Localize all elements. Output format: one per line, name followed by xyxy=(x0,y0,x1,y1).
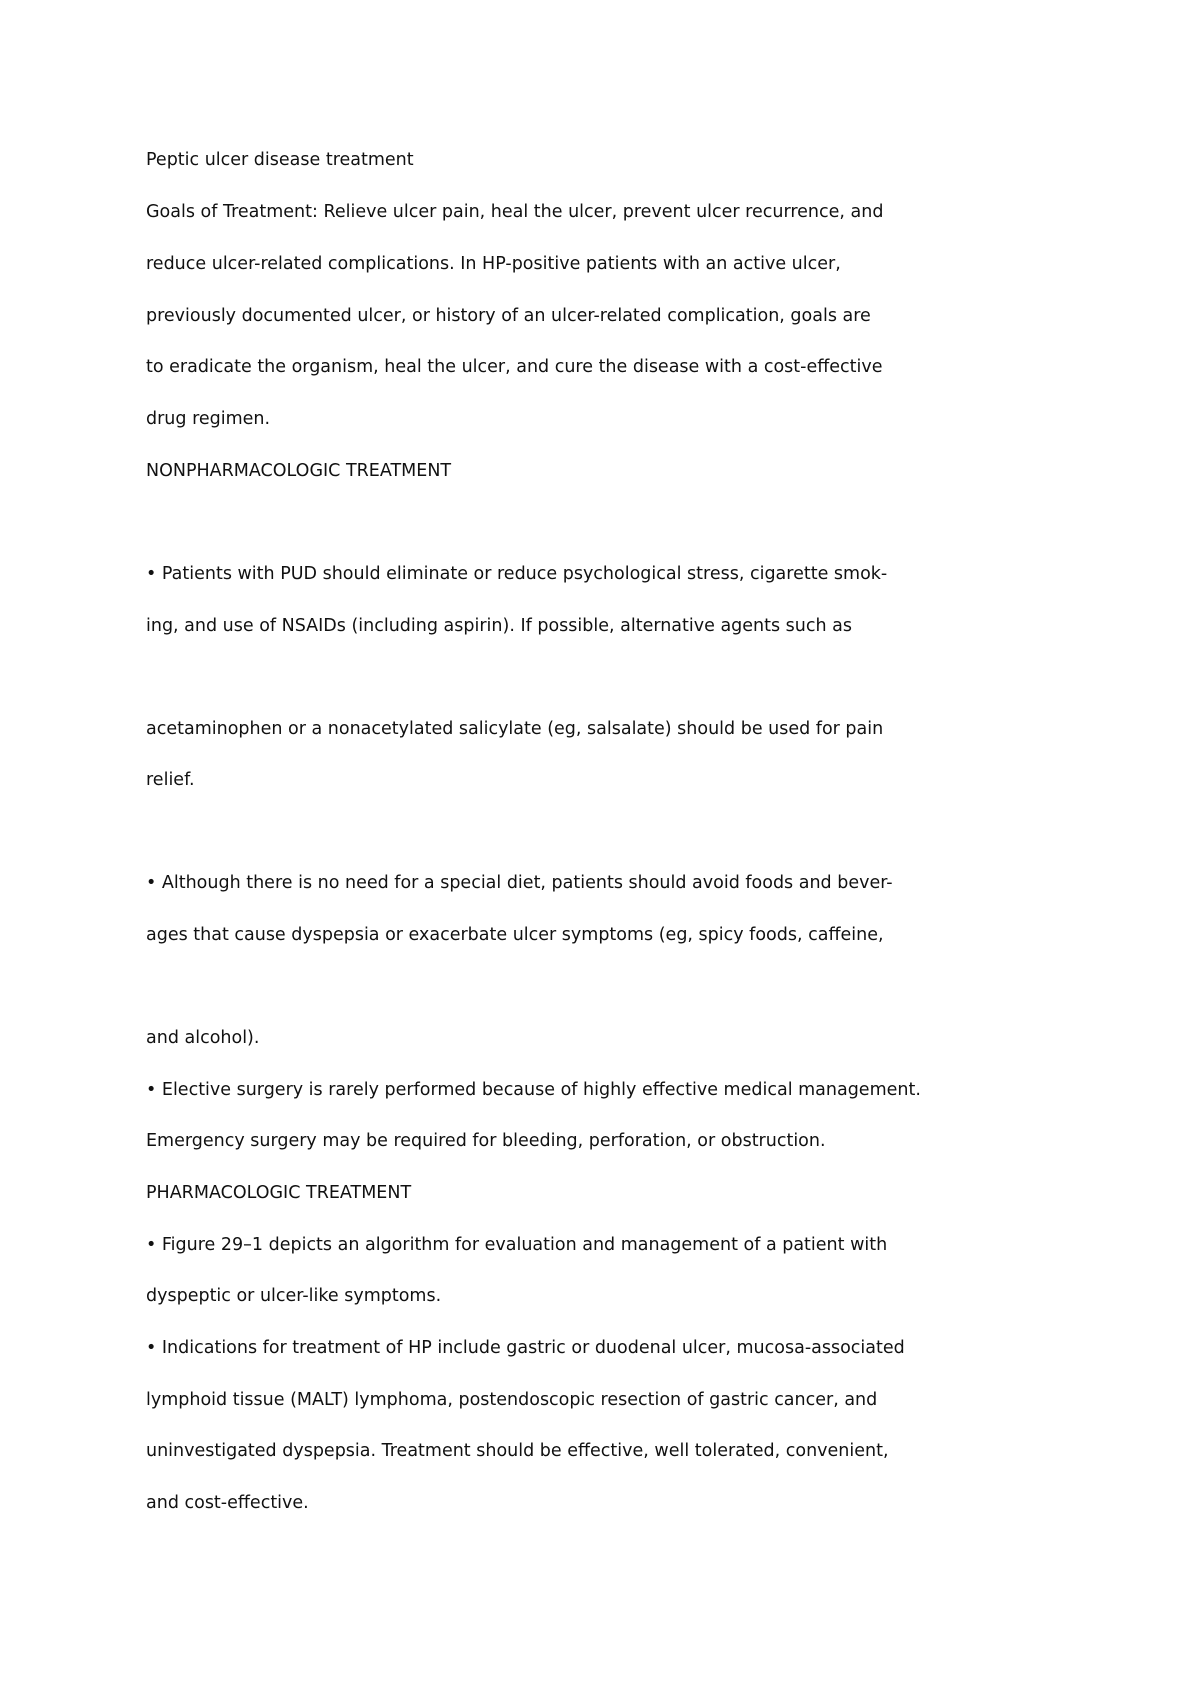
pharm-line-1: • Figure 29–1 depicts an algorithm for evaluation and management of a patient with xyxy=(146,1235,888,1255)
document-title: Peptic ulcer disease treatment xyxy=(146,150,414,170)
goals-line-1: Goals of Treatment: Relieve ulcer pain, heal the ulcer, prevent ulcer recurrence, and xyxy=(146,202,884,222)
nonpharm-line-9: Emergency surgery may be required for bleeding, perforation, or obstruction. xyxy=(146,1131,826,1151)
nonpharm-line-7: and alcohol). xyxy=(146,1028,260,1048)
pharm-line-4: lymphoid tissue (MALT) lymphoma, postendoscopic resection of gastric cancer, and xyxy=(146,1390,878,1410)
nonpharm-line-3: acetaminophen or a nonacetylated salicylate (eg, salsalate) should be used for pain xyxy=(146,719,884,739)
pharm-line-5: uninvestigated dyspepsia. Treatment should be effective, well tolerated, convenient, xyxy=(146,1441,889,1461)
goals-line-5: drug regimen. xyxy=(146,409,271,429)
nonpharm-line-8: • Elective surgery is rarely performed because of highly effective medical management. xyxy=(146,1080,921,1100)
goals-line-2: reduce ulcer-related complications. In HP-positive patients with an active ulcer, xyxy=(146,254,841,274)
nonpharm-line-5: • Although there is no need for a special diet, patients should avoid foods and bever- xyxy=(146,873,893,893)
goals-line-4: to eradicate the organism, heal the ulcer, and cure the disease with a cost-effective xyxy=(146,357,883,377)
goals-line-3: previously documented ulcer, or history of an ulcer-related complication, goals are xyxy=(146,306,871,326)
nonpharm-line-2: ing, and use of NSAIDs (including aspirin). If possible, alternative agents such as xyxy=(146,616,852,636)
nonpharm-line-6: ages that cause dyspepsia or exacerbate ulcer symptoms (eg, spicy foods, caffeine, xyxy=(146,925,884,945)
pharm-line-2: dyspeptic or ulcer-like symptoms. xyxy=(146,1286,442,1306)
pharm-line-3: • Indications for treatment of HP include gastric or duodenal ulcer, mucosa-associated xyxy=(146,1338,905,1358)
pharm-heading: PHARMACOLOGIC TREATMENT xyxy=(146,1183,412,1203)
nonpharm-line-1: • Patients with PUD should eliminate or reduce psychological stress, cigarette smok- xyxy=(146,564,888,584)
pharm-line-6: and cost-effective. xyxy=(146,1493,309,1513)
nonpharm-heading: NONPHARMACOLOGIC TREATMENT xyxy=(146,461,452,481)
nonpharm-line-4: relief. xyxy=(146,770,195,790)
